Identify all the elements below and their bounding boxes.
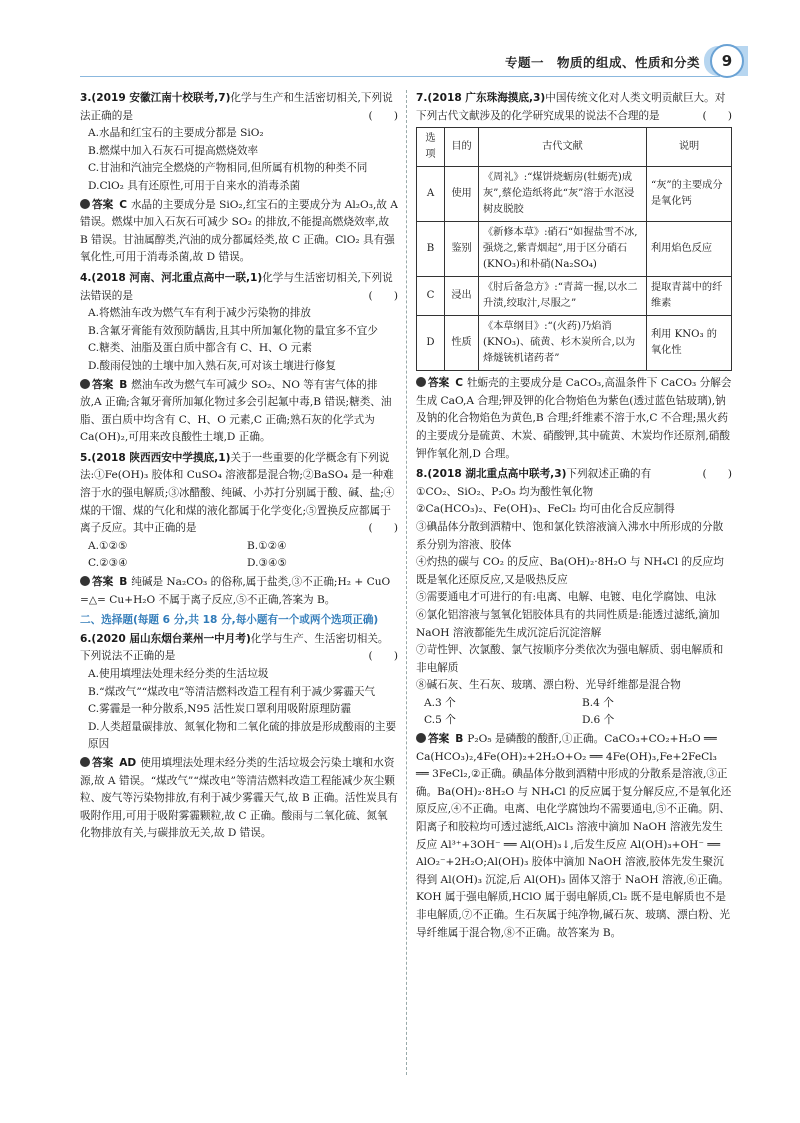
table-cell: B xyxy=(417,222,445,277)
answer-icon xyxy=(80,379,90,389)
question-8 xyxy=(416,466,732,942)
answer-explanation: 水晶的主要成分是 SiO₂,红宝石的主要成分为 Al₂O₃,故 A 错误。燃煤中加入石灰石可减少 SO₂ 的排放,不能提高燃烧效率,故 B 错误。甘油属醇类,汽油的成分都属烃类,故 C 正确。ClO₂ 具有强氧化性,可用于消毒杀菌,故 D 错误。 xyxy=(80,198,398,264)
answer-letter: C xyxy=(119,198,127,211)
question-number: 6. xyxy=(80,632,92,645)
option-b: B.4 个 xyxy=(582,696,614,709)
answer-letter: B xyxy=(119,378,128,391)
statement-4: ④灼热的碳与 CO₂ 的反应、Ba(OH)₂·8H₂O 与 NH₄Cl 的反应均既是氧化还原反应,又是吸热反应 xyxy=(416,556,724,586)
table-row xyxy=(417,167,732,222)
answer-block xyxy=(80,377,398,447)
table-row xyxy=(417,316,732,371)
answer-block xyxy=(80,197,398,267)
table-header-row xyxy=(417,128,732,167)
question-stem: 化学与生产、生活密切相关。下列说法不正确的是 xyxy=(80,632,389,663)
table-cell: “灰”的主要成分是氧化钙 xyxy=(647,167,732,222)
option-d: D.6 个 xyxy=(582,714,615,727)
answer-block xyxy=(416,375,732,463)
question-source: (2018 陕西西安中学摸底,1) xyxy=(91,451,231,464)
option-b: B.①②④ xyxy=(247,539,287,552)
answer-label: 答案 xyxy=(428,733,450,746)
option-row xyxy=(416,712,732,730)
answer-label: 答案 xyxy=(92,756,114,769)
answer-bracket: ( ) xyxy=(368,522,398,535)
answer-bracket: ( ) xyxy=(368,289,398,302)
statement-7: ⑦苛性钾、次氯酸、氯气按顺序分类依次为强电解质、弱电解质和非电解质 xyxy=(416,644,724,674)
question-source: (2018 广东珠海摸底,3) xyxy=(427,92,546,104)
table-cell: A xyxy=(417,167,445,222)
statement-5: ⑤需要通电才可进行的有:电离、电解、电镀、电化学腐蚀、电泳 xyxy=(416,591,717,604)
answer-bracket: ( ) xyxy=(702,109,732,122)
question-source: (2018 湖北重点高中联考,3) xyxy=(427,468,567,481)
answer-explanation: 纯碱是 Na₂CO₃ 的俗称,属于盐类,③不正确;H₂ + CuO =△= Cu+H₂O 不属于离子反应,⑤不正确,答案为 B。 xyxy=(80,576,391,606)
question-stem: 化学与生活密切相关,下列说法错误的是 xyxy=(80,271,393,302)
section-heading: 二、选择题(每题 6 分,共 18 分,每小题有一个或两个选项正确) xyxy=(80,614,379,627)
table-header: 古代文献 xyxy=(479,128,647,167)
option-a: A.使用填埋法处理未经分类的生活垃圾 xyxy=(88,668,269,680)
answer-letter: B xyxy=(455,733,464,746)
answer-explanation: 使用填埋法处理未经分类的生活垃圾会污染土壤和水资源,故 A 错误。“煤改气”“煤改电”等清洁燃料改造工程能减少灰尘颗粒、废气等污染物排放,有利于减少雾霾天气,故 B 正确。活性炭具有吸附作用,可用于吸附雾霾颗粒,故 C 正确。酸雨与二氧化硫、氮氧化物排放有关,与碳排放无关,故 D 错误。 xyxy=(80,756,398,840)
option-c: C.雾霾是一种分散系,N95 活性炭口罩利用吸附原理防霾 xyxy=(88,703,352,716)
statement-3: ③碘晶体分散到酒精中、饱和氯化铁溶液滴入沸水中所形成的分散系分别为溶液、胶体 xyxy=(416,520,724,551)
table-cell: 《本草纲目》:“(火药)乃焰消(KNO₃)、硫黄、杉木炭所合,以为烽燧铳机诸药者” xyxy=(479,316,647,371)
option-d: D.ClO₂ 具有还原性,可用于自来水的消毒杀菌 xyxy=(88,179,301,192)
answer-icon xyxy=(80,757,90,767)
answer-block xyxy=(80,755,398,843)
table-cell: D xyxy=(417,316,445,371)
statement-8: ⑧碱石灰、生石灰、玻璃、漂白粉、光导纤维都是混合物 xyxy=(416,679,681,692)
question-number: 5. xyxy=(80,451,92,464)
answer-explanation: 燃油车改为燃气车可减少 SO₂、NO 等有害气体的排放,A 正确;含氟牙膏所加氟化物过多会引起氟中毒,B 错误;糖类、油脂、蛋白质中均含有 C、H、O 元素,C 正确;熟石灰的化学式为 Ca(OH)₂,可用来改良酸性土壤,D 正确。 xyxy=(80,378,392,444)
table-header: 说明 xyxy=(647,128,732,167)
table-row xyxy=(417,277,732,316)
question-source: (2020 届山东烟台莱州一中月考) xyxy=(91,632,251,645)
table-cell: 利用焰色反应 xyxy=(647,222,732,277)
table-cell: 性质 xyxy=(445,316,479,371)
option-d: D.③④⑤ xyxy=(247,557,287,570)
question-source: (2018 河南、河北重点高中一联,1) xyxy=(91,271,263,284)
option-b: B.含氟牙膏能有效预防龋齿,且其中所加氟化物的量宜多不宜少 xyxy=(88,324,378,337)
table-header: 选项 xyxy=(417,128,445,167)
question-5 xyxy=(80,450,398,609)
question-stem: 中国传统文化对人类文明贡献巨大。对下列古代文献涉及的化学研究成果的说法不合理的是 xyxy=(416,92,726,122)
option-d: D.酸雨侵蚀的土壤中加入熟石灰,可对该土壤进行修复 xyxy=(88,359,336,372)
literature-table xyxy=(416,127,732,371)
question-source: (2019 安徽江南十校联考,7) xyxy=(91,92,231,104)
question-stem: 下列叙述正确的有 xyxy=(566,468,652,481)
question-stem: 关于一些重要的化学概念有下列说法:①Fe(OH)₃ 胶体和 CuSO₄ 溶液都是混合物;②BaSO₄ 是一种难溶于水的强电解质;③冰醋酸、纯碱、小苏打分别属于酸、碱、盐;④煤的干馏、煤的气化和煤的液化都属于化学变化;⑤置换反应都属于离子反应。其中正确的是 xyxy=(80,451,395,535)
question-7 xyxy=(416,90,732,463)
question-number: 7. xyxy=(416,92,428,104)
question-3 xyxy=(80,90,398,267)
table-cell: 提取青蒿中的纤维素 xyxy=(647,277,732,316)
table-cell: 《新修本草》:硝石“如握盐雪不冰,强烧之,紫青烟起”,用于区分硝石(KNO₃)和朴硝(Na₂SO₄) xyxy=(479,222,647,277)
answer-icon xyxy=(416,377,426,387)
option-row xyxy=(80,555,398,573)
option-a: A.3 个 xyxy=(424,696,456,709)
statement-2: ②Ca(HCO₃)₂、Fe(OH)₃、FeCl₂ 均可由化合反应制得 xyxy=(416,503,675,516)
question-stem: 化学与生产和生活密切相关,下列说法正确的是 xyxy=(80,92,393,122)
question-number: 4. xyxy=(80,271,92,284)
right-column xyxy=(416,90,732,942)
question-number: 3. xyxy=(80,92,92,104)
question-4 xyxy=(80,270,398,447)
option-a: A.①②⑤ xyxy=(88,539,128,552)
answer-bracket: ( ) xyxy=(368,650,398,663)
answer-icon xyxy=(80,576,90,586)
table-row xyxy=(417,222,732,277)
page-number: 9 xyxy=(710,44,744,78)
chapter-title: 专题一 物质的组成、性质和分类 xyxy=(504,55,700,70)
answer-bracket: ( ) xyxy=(702,468,732,481)
table-header: 目的 xyxy=(445,128,479,167)
option-c: C.5 个 xyxy=(424,714,456,727)
option-a: A.将燃油车改为燃气车有利于减少污染物的排放 xyxy=(88,307,311,320)
column-divider xyxy=(406,90,407,1075)
table-cell: 鉴别 xyxy=(445,222,479,277)
table-cell: 《周礼》:“煤饼烧蛎房(牡蛎壳)成灰”,蔡伦造纸将此“灰”溶于水沤浸树皮脱胶 xyxy=(479,167,647,222)
table-cell: 使用 xyxy=(445,167,479,222)
answer-icon xyxy=(80,199,90,209)
answer-icon xyxy=(416,733,426,743)
statement-1: ①CO₂、SiO₂、P₂O₅ 均为酸性氧化物 xyxy=(416,485,594,498)
answer-block xyxy=(80,574,398,609)
option-c: C.糖类、油脂及蛋白质中都含有 C、H、O 元素 xyxy=(88,342,312,355)
option-d: D.人类超量碳排放、氮氧化物和二氧化硫的排放是形成酸雨的主要原因 xyxy=(88,720,397,751)
answer-letter: B xyxy=(119,576,128,589)
answer-block xyxy=(416,731,732,942)
left-column xyxy=(80,90,398,843)
option-b: B.燃煤中加入石灰石可提高燃烧效率 xyxy=(88,144,259,157)
option-c: C.②③④ xyxy=(88,557,128,570)
answer-label: 答案 xyxy=(428,377,450,390)
table-cell: 浸出 xyxy=(445,277,479,316)
option-row xyxy=(416,695,732,713)
statement-6: ⑥氯化铝溶液与氢氧化铝胶体具有的共同性质是:能透过滤纸,滴加 NaOH 溶液都能先生成沉淀后沉淀溶解 xyxy=(416,608,720,639)
answer-label: 答案 xyxy=(92,198,114,211)
option-b: B.“煤改气”“煤改电”等清洁燃料改造工程有利于减少雾霾天气 xyxy=(88,685,376,698)
option-a: A.水晶和红宝石的主要成分都是 SiO₂ xyxy=(88,127,264,140)
answer-letter: C xyxy=(455,377,463,390)
question-number: 8. xyxy=(416,468,428,481)
question-6 xyxy=(80,631,398,843)
option-c: C.甘油和汽油完全燃烧的产物相同,但所属有机物的种类不同 xyxy=(88,162,368,175)
table-cell: 《肘后备急方》:“青蒿一握,以水二升渍,绞取汁,尽服之” xyxy=(479,277,647,316)
table-cell: C xyxy=(417,277,445,316)
page-header xyxy=(0,0,800,70)
answer-explanation: P₂O₅ 是磷酸的酸酐,①正确。CaCO₃+CO₂+H₂O ══ Ca(HCO₃)₂,4Fe(OH)₂+2H₂O+O₂ ══ 4Fe(OH)₃,Fe+2FeCl₃ ══ 3FeCl₂,②正确。碘晶体分散到酒精中形成的分散系是溶液,③正确。Ba(OH)₂·8H₂O 与 NH₄Cl 的反应属于复分解反应,不是氧化还原反应,④不正确。电离、电化学腐蚀均不需要通电,⑤不正确。阴、阳离子和胶粒均可透过滤纸,AlCl₃ 溶液中滴加 NaOH 溶液先发生反应 Al³⁺+3OH⁻ ══ Al(OH)₃↓,后发生反应 Al(OH)₃+OH⁻ ══ AlO₂⁻+2H₂O;Al(OH)₃ 胶体中滴加 NaOH 溶液,胶体先发生聚沉得到 Al(OH)₃ 沉淀,后 Al(OH)₃ 固体又溶于 NaOH 溶液,⑥正确。KOH 属于强电解质,HClO 属于弱电解质,Cl₂ 既不是电解质也不是非电解质,⑦不正确。生石灰属于纯净物,碱石灰、玻璃、漂白粉、光导纤维属于混合物,⑧不正确。故答案为 B。 xyxy=(416,733,732,939)
table-cell: 利用 KNO₃ 的氧化性 xyxy=(647,316,732,371)
answer-bracket: ( ) xyxy=(368,109,398,122)
option-row xyxy=(80,538,398,556)
answer-explanation: 牡蛎壳的主要成分是 CaCO₃,高温条件下 CaCO₃ 分解会生成 CaO,A 合理;钾及钾的化合物焰色为紫色(透过蓝色钴玻璃),钠及钠的化合物焰色为黄色,B 合理;纤维素不溶于水,C 不合理;黑火药的主要成分是硫黄、木炭、硝酸钾,其中硫黄、木炭均作还原剂,硝酸钾作氧化剂,D 合理。 xyxy=(416,377,732,460)
answer-label: 答案 xyxy=(92,576,114,589)
answer-letter: AD xyxy=(119,756,137,769)
answer-label: 答案 xyxy=(92,378,114,391)
header-rule xyxy=(80,76,720,77)
